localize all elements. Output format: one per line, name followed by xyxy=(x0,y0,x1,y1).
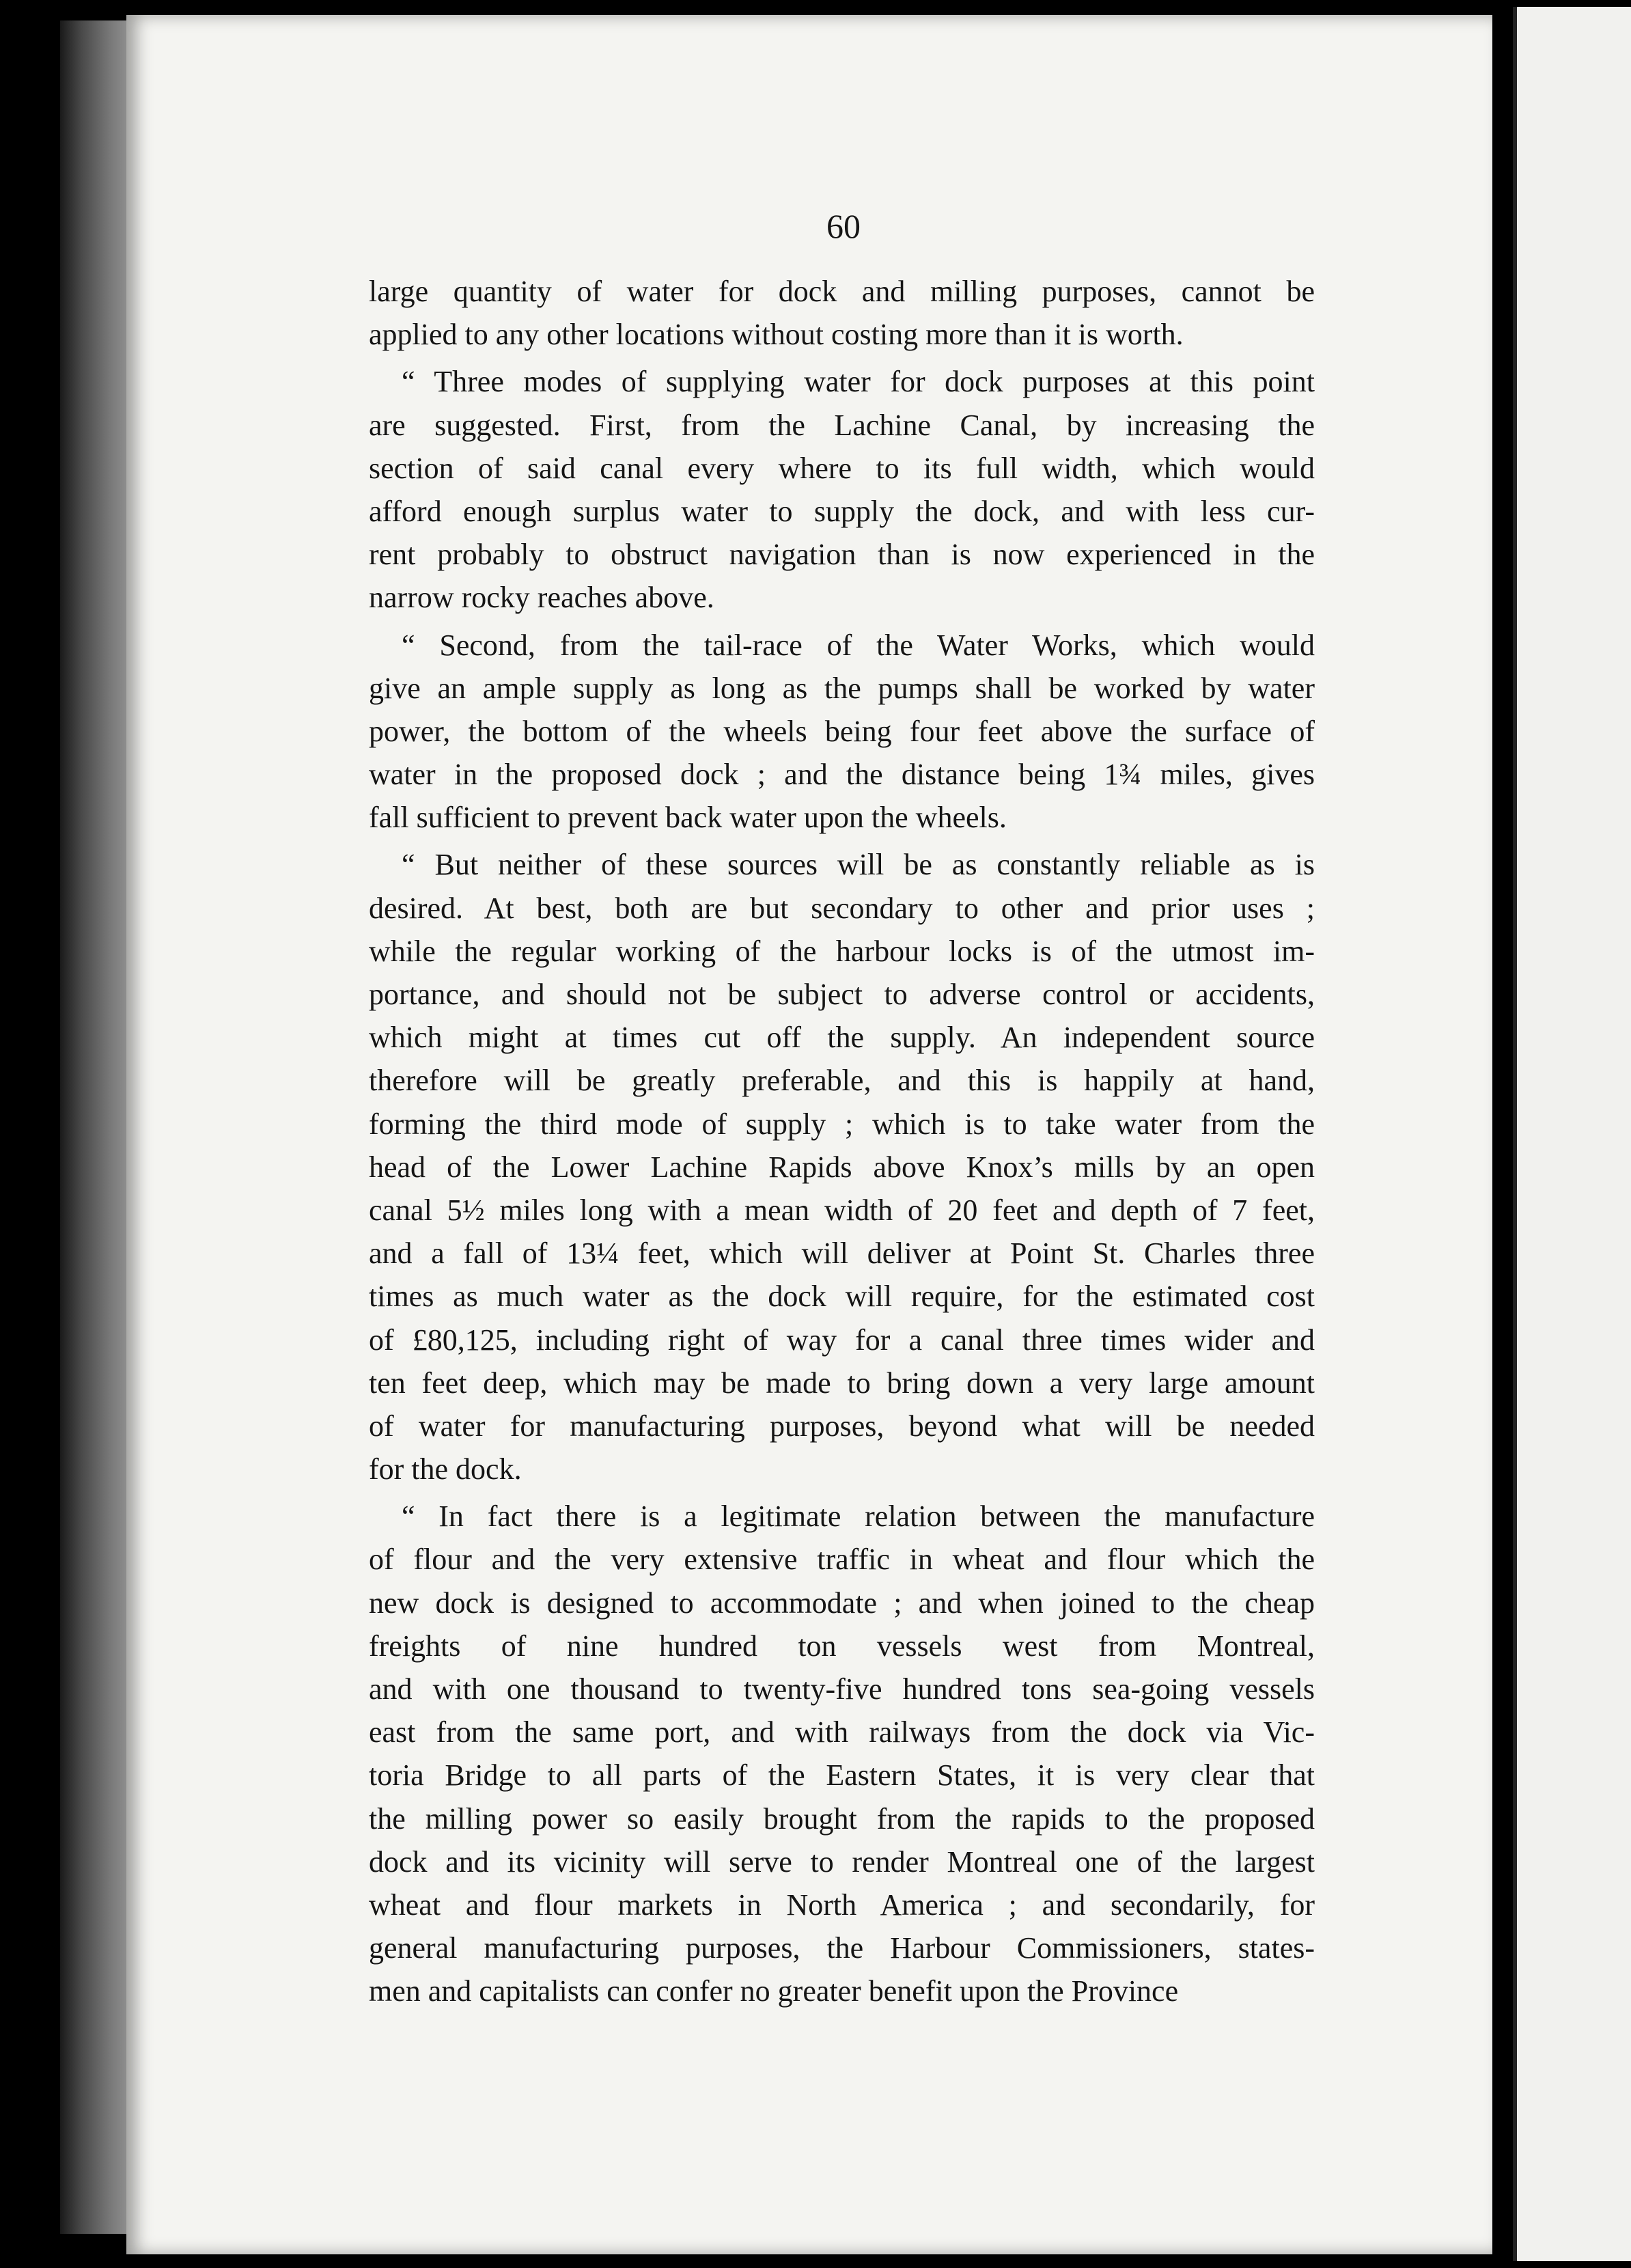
text-line: “ Second, from the tail-race of the Water Works, which would xyxy=(402,628,1315,662)
text-line: freights of nine hundred ton vessels west from Montreal, xyxy=(369,1629,1315,1663)
text-line: portance, and should not be subject to adverse control or accidents, xyxy=(369,978,1315,1011)
text-line: fall sufficient to prevent back water upon the wheels. xyxy=(369,801,1007,835)
text-line: and a fall of 13¼ feet, which will deliver at Point St. Charles three xyxy=(369,1236,1315,1271)
paragraph xyxy=(369,843,1315,1491)
text-line: the milling power so easily brought from the rapids to the proposed xyxy=(369,1801,1315,1836)
text-line: of water for manufacturing purposes, beyond what will be needed xyxy=(369,1409,1315,1443)
text-line: rent probably to obstruct navigation than is now experienced in the xyxy=(369,538,1315,572)
text-line: large quantity of water for dock and milling purposes, cannot be xyxy=(369,275,1315,308)
text-line: power, the bottom of the wheels being four feet above the surface of xyxy=(369,714,1315,748)
text-line: times as much water as the dock will require, for the estimated cost xyxy=(369,1280,1315,1314)
text-line: section of said canal every where to its full width, which would xyxy=(369,451,1315,485)
text-line: dock and its vicinity will serve to render Montreal one of the largest xyxy=(369,1844,1315,1879)
text-line: desired. At best, both are but secondary to other and prior uses ; xyxy=(369,891,1315,925)
text-line: general manufacturing purposes, the Harbour Commissioners, states- xyxy=(369,1931,1315,1965)
text-line: of flour and the very extensive traffic in wheat and flour which the xyxy=(369,1543,1315,1577)
text-line: “ In fact there is a legitimate relation between the manufacture xyxy=(402,1499,1315,1534)
text-line: toria Bridge to all parts of the Eastern States, it is very clear that xyxy=(369,1758,1315,1793)
text-line: head of the Lower Lachine Rapids above Knox’s mills by an open xyxy=(369,1150,1315,1184)
body-text xyxy=(369,270,1315,2013)
text-line: give an ample supply as long as the pumps shall be worked by water xyxy=(369,671,1315,705)
text-line: are suggested. First, from the Lachine Canal, by increasing the xyxy=(369,408,1315,442)
paragraph xyxy=(369,270,1315,356)
text-line: for the dock. xyxy=(369,1452,522,1486)
text-line: and with one thousand to twenty-five hundred tons sea-going vessels xyxy=(369,1672,1315,1706)
text-line: of £80,125, including right of way for a canal three times wider and xyxy=(369,1323,1315,1357)
text-line: applied to any other locations without costing more than it is worth. xyxy=(369,318,1184,352)
paragraph xyxy=(369,624,1315,840)
page-number: 60 xyxy=(826,207,861,245)
text-line: ten feet deep, which may be made to bring down a very large amount xyxy=(369,1366,1315,1400)
text-line: east from the same port, and with railways from the dock via Vic- xyxy=(369,1715,1315,1750)
text-line: canal 5½ miles long with a mean width of 20 feet and depth of 7 feet, xyxy=(369,1193,1315,1227)
text-line: wheat and flour markets in North America ; and secondarily, for xyxy=(369,1887,1315,1922)
text-line: water in the proposed dock ; and the distance being 1¾ miles, gives xyxy=(369,758,1315,792)
text-line: new dock is designed to accommodate ; and when joined to the cheap xyxy=(369,1586,1315,1620)
text-line: which might at times cut off the supply. An independent source xyxy=(369,1021,1315,1055)
text-line: “ Three modes of supplying water for dock purposes at this point xyxy=(402,365,1315,399)
text-line: therefore will be greatly preferable, and this is happily at hand, xyxy=(369,1064,1315,1098)
paragraph xyxy=(369,1495,1315,2013)
text-line: forming the third mode of supply ; which is to take water from the xyxy=(369,1107,1315,1141)
text-line: men and capitalists can confer no greater benefit upon the Province xyxy=(369,1974,1179,2008)
text-line: while the regular working of the harbour locks is of the utmost im- xyxy=(369,934,1315,968)
text-line: afford enough surplus water to supply the dock, and with less cur- xyxy=(369,494,1315,528)
facing-page-edge xyxy=(1513,7,1631,2261)
text-line: “ But neither of these sources will be as constantly reliable as is xyxy=(402,848,1315,882)
paragraph xyxy=(369,360,1315,619)
text-line: narrow rocky reaches above. xyxy=(369,581,714,615)
